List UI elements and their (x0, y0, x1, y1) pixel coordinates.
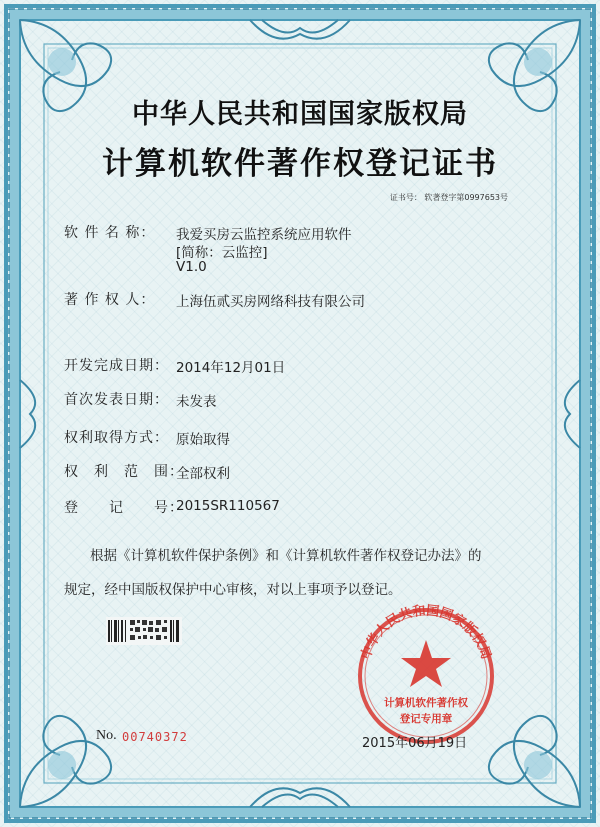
rights-scope-label: 权 利 范 围： (64, 464, 184, 480)
publication-date-value: 未发表 (176, 394, 217, 410)
software-name-label: 软 件 名 称： (64, 225, 156, 241)
statement-line-2: 规定，经中国版权保护中心审核，对以上事项予以登记。 (64, 582, 402, 598)
software-short-name: [简称：云监控] (176, 245, 268, 261)
certificate-title: 计算机软件著作权登记证书 (102, 146, 498, 182)
star-icon (401, 640, 451, 687)
serial-label: No. (96, 728, 117, 743)
registration-number-value: 2015SR110567 (176, 498, 280, 514)
certificate-number: 证书号： 软著登字第0997653号 (389, 193, 508, 202)
publication-date-label: 首次发表日期： (64, 392, 169, 408)
official-seal (346, 596, 506, 746)
seal-outer-text: 中华人民共和国国家版权局 (358, 603, 494, 662)
issuer-title: 中华人民共和国国家版权局 (132, 99, 468, 130)
barcode-image (106, 617, 182, 645)
seal-inner-line-1: 计算机软件著作权 (384, 697, 468, 709)
statement-line-1: 根据《计算机软件保护条例》和《计算机软件著作权登记办法》的 (90, 548, 482, 564)
rights-scope-value: 全部权利 (176, 466, 230, 482)
acquisition-method-value: 原始取得 (176, 432, 230, 448)
software-version: V1.0 (176, 259, 207, 275)
development-date-label: 开发完成日期： (64, 358, 169, 374)
development-date-value: 2014年12月01日 (176, 360, 286, 376)
registration-number-label: 登 记 号： (64, 500, 184, 516)
software-name-value: 我爱买房云监控系统应用软件 (176, 227, 352, 243)
issue-date: 2015年06月19日 (362, 736, 468, 751)
copyright-owner-value: 上海伍贰买房网络科技有限公司 (176, 294, 365, 310)
copyright-owner-label: 著 作 权 人： (64, 292, 156, 308)
serial-number: 00740372 (122, 730, 188, 744)
acquisition-method-label: 权利取得方式： (64, 430, 169, 446)
seal-inner-line-2: 登记专用章 (399, 713, 453, 725)
